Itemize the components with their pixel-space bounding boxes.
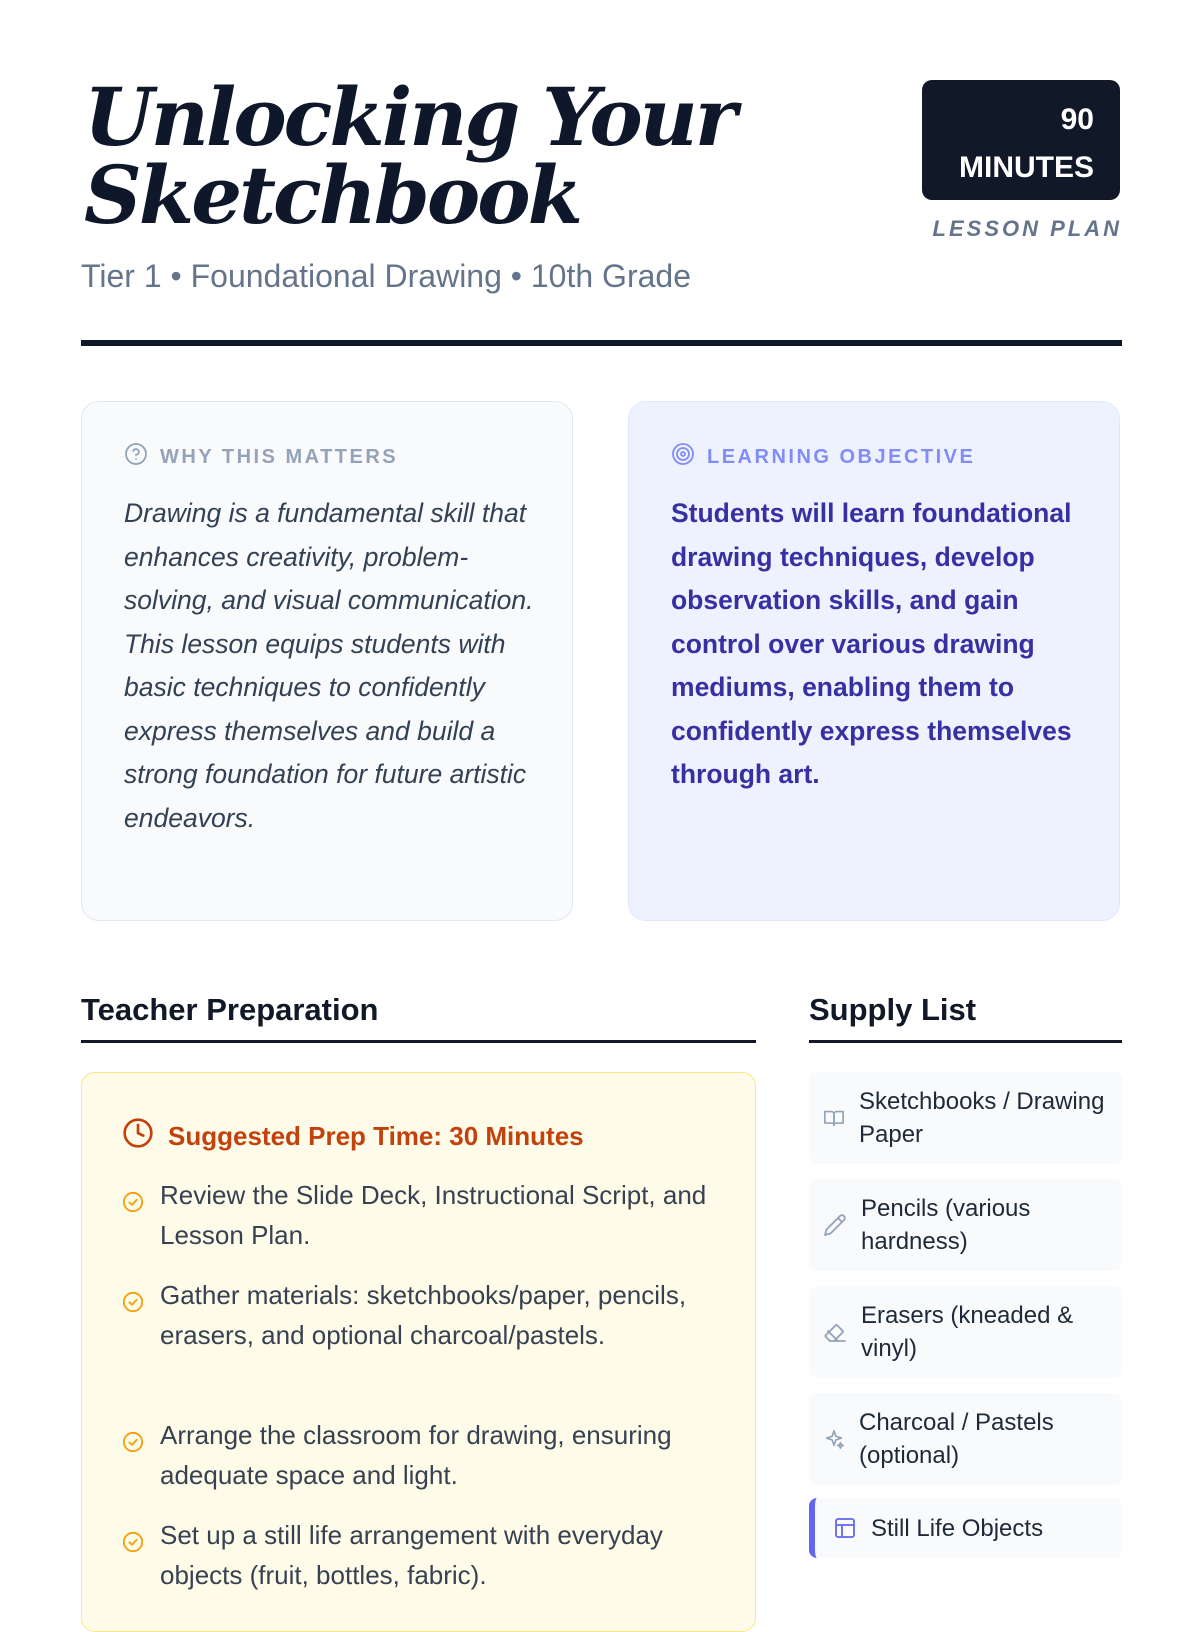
supply-item (809, 1393, 1122, 1485)
check-circle-icon (122, 1524, 144, 1564)
check-circle-icon (122, 1424, 144, 1464)
prep-item (122, 1415, 732, 1495)
duration-unit: MINUTES (959, 151, 1094, 184)
target-icon (671, 442, 695, 472)
prep-item-text: Arrange the classroom for drawing, ensuring adequate space and light. (160, 1420, 672, 1490)
clock-icon (122, 1117, 154, 1156)
supply-item-label: Still Life Objects (871, 1514, 1044, 1542)
header-divider (81, 340, 1122, 346)
check-circle-icon (122, 1284, 144, 1324)
supply-section-rule (809, 1040, 1122, 1043)
why-card-header (124, 442, 536, 472)
question-circle-icon (124, 442, 148, 472)
prep-section-title: Teacher Preparation (81, 992, 379, 1027)
why-card (81, 401, 573, 921)
prep-item-text: Review the Slide Deck, Instructional Script, and Lesson Plan. (160, 1180, 707, 1250)
supply-item (809, 1286, 1122, 1378)
supply-item-label: Charcoal / Pastels (optional) (859, 1409, 1054, 1469)
supply-item-label: Pencils (various hardness) (861, 1195, 1031, 1255)
page-subtitle: Tier 1 • Foundational Drawing • 10th Grade (81, 258, 691, 294)
duration-badge (922, 80, 1120, 200)
doc-type-label: LESSON PLAN (932, 216, 1122, 241)
why-body: Drawing is a fundamental skill that enhances creativity, problem-solving, and visual communication. This lesson equips students with basic techniques to confidently express themselves and build a strong foundation for future artistic endeavors. (124, 498, 534, 833)
supply-item-label: Sketchbooks / Drawing Paper (859, 1088, 1105, 1148)
sparkle-icon (823, 1428, 845, 1450)
supply-item (809, 1179, 1122, 1271)
book-icon (823, 1107, 845, 1129)
prep-section-rule (81, 1040, 756, 1043)
supply-item-label: Erasers (kneaded & vinyl) (861, 1302, 1074, 1362)
supply-item (809, 1072, 1122, 1164)
check-circle-icon (122, 1184, 144, 1224)
supply-item (809, 1498, 1122, 1558)
prep-item (122, 1275, 732, 1355)
prep-item-text: Set up a still life arrangement with everyday objects (fruit, bottles, fabric). (160, 1520, 663, 1590)
objective-card (628, 401, 1120, 921)
why-heading: WHY THIS MATTERS (160, 445, 399, 468)
prep-time (122, 1117, 584, 1156)
layout-icon (833, 1516, 857, 1540)
prep-panel (81, 1072, 756, 1632)
prep-item-text: Gather materials: sketchbooks/paper, pencils, erasers, and optional charcoal/pastels. (160, 1280, 687, 1350)
page-title: Unlocking Your Sketchbook (84, 70, 734, 242)
objective-body: Students will learn foundational drawing techniques, develop observation skills, and gain control over various drawing mediums, enabling them to confidently express themselves through art. (671, 498, 1072, 789)
supply-section-title: Supply List (809, 992, 977, 1027)
objective-heading: LEARNING OBJECTIVE (707, 445, 976, 468)
pencil-icon (823, 1213, 847, 1237)
prep-item (122, 1515, 732, 1595)
prep-time-label: Suggested Prep Time: 30 Minutes (168, 1121, 584, 1151)
objective-card-header (671, 442, 1083, 472)
duration-value: 90 (1060, 103, 1094, 136)
prep-item (122, 1175, 732, 1255)
eraser-icon (823, 1320, 847, 1344)
